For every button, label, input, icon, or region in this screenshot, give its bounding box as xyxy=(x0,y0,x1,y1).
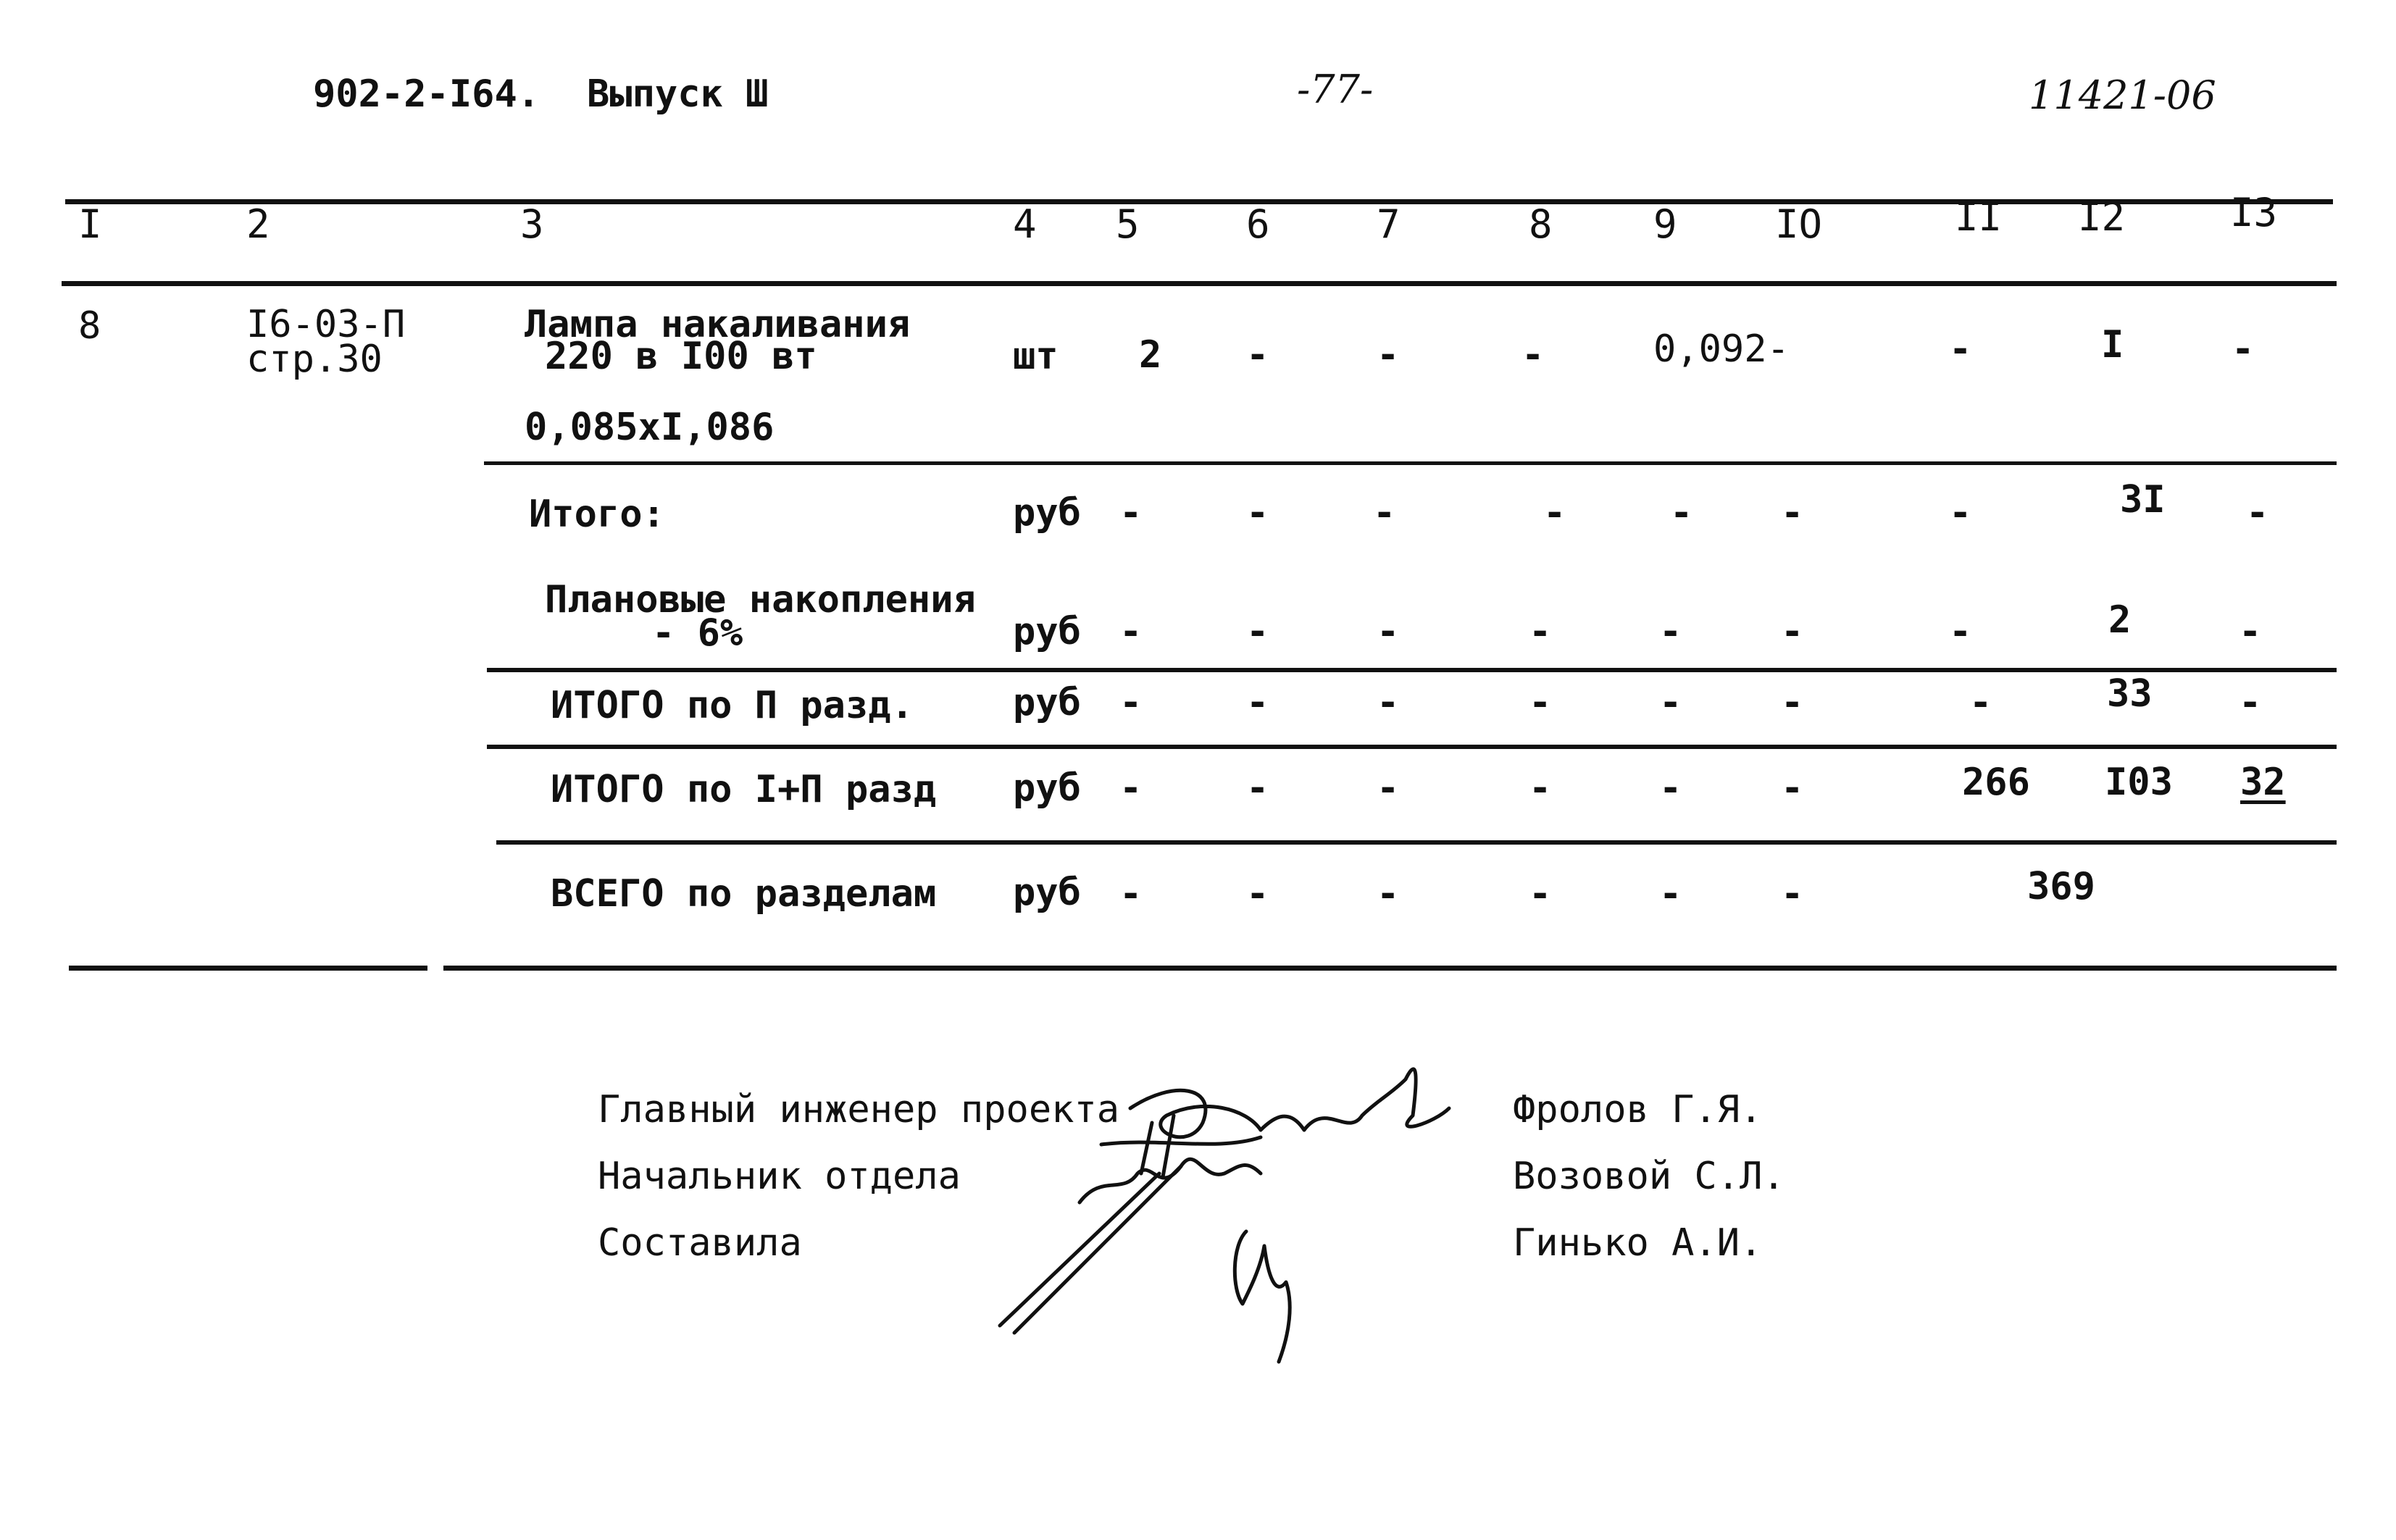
grand-total-col6: - xyxy=(1246,872,1269,916)
planned-accruals-label: Плановые накопления xyxy=(545,578,976,622)
issue-label: Выпуск Ш xyxy=(587,72,769,116)
department-head-role: Начальник отдела xyxy=(598,1155,961,1198)
section2-total-col11: - xyxy=(1969,681,1992,724)
subtotal-col8: - xyxy=(1543,491,1566,535)
sections12-total-col11: 266 xyxy=(1962,761,2030,804)
grand-total-col9: - xyxy=(1659,872,1682,916)
sheet-code: 11421-06 xyxy=(2029,72,2216,118)
subtotal-col11: - xyxy=(1949,491,1972,535)
section2-total-col6: - xyxy=(1246,681,1269,724)
column-number-6: 6 xyxy=(1246,201,1270,247)
subtotal-label: Итого: xyxy=(529,493,665,536)
item-name-line2: 220 в I00 вт xyxy=(545,335,817,378)
item-reference-line1: I6-03-П xyxy=(246,303,406,346)
column-number-5: 5 xyxy=(1116,201,1140,247)
signature-chief-engineer xyxy=(1130,1069,1449,1137)
planned-accruals-col9: - xyxy=(1659,610,1682,653)
planned-accruals-col12: 2 xyxy=(2108,598,2132,642)
column-number-4: 4 xyxy=(1013,201,1037,247)
sections12-total-col12: I03 xyxy=(2105,761,2173,804)
column-number-1: I xyxy=(78,201,102,247)
sections12-total-label: ИТОГО по I+П разд xyxy=(551,768,937,811)
page-number: -77- xyxy=(1297,67,1374,112)
chief-engineer-name: Фролов Г.Я. xyxy=(1513,1088,1763,1131)
department-head-name: Возовой С.Л. xyxy=(1513,1155,1785,1198)
item-col13: - xyxy=(2232,327,2255,371)
document-code: 902-2-I64. xyxy=(313,72,540,116)
grand-total-value: 369 xyxy=(2027,865,2095,908)
section2-total-col7: - xyxy=(1377,681,1400,724)
item-reference-line2: стр.30 xyxy=(246,338,383,381)
column-number-7: 7 xyxy=(1377,201,1401,247)
grand-total-label: ВСЕГО по разделам xyxy=(551,872,937,916)
item-unit: шт xyxy=(1013,335,1059,378)
sections12-total-col13: 32 xyxy=(2240,761,2286,804)
planned-accruals-col6: - xyxy=(1246,610,1269,653)
sections12-total-col8: - xyxy=(1529,766,1552,810)
grand-total-col10: - xyxy=(1781,872,1804,916)
column-number-13: I3 xyxy=(2230,190,2278,235)
item-col12: I xyxy=(2101,323,2124,367)
subtotal-unit: руб xyxy=(1013,491,1081,535)
planned-accruals-col7: - xyxy=(1377,610,1400,653)
grand-total-col8: - xyxy=(1529,872,1552,916)
column-number-3: 3 xyxy=(520,201,544,247)
compiler-role: Составила xyxy=(598,1221,802,1265)
planned-accruals-unit: руб xyxy=(1013,610,1081,653)
sections12-total-col5: - xyxy=(1119,766,1143,810)
item-col7: - xyxy=(1377,333,1400,377)
grand-total-unit: руб xyxy=(1013,871,1081,914)
item-formula: 0,085xI,086 xyxy=(525,406,775,449)
subtotal-col10: - xyxy=(1781,491,1804,535)
table-bottom-rule-right xyxy=(443,966,2337,971)
section2-total-col9: - xyxy=(1659,681,1682,724)
section2-total-col13: - xyxy=(2239,681,2262,724)
column-number-2: 2 xyxy=(246,201,270,247)
planned-accruals-percent: - 6% xyxy=(652,611,743,655)
section2-total-label: ИТОГО по П разд. xyxy=(551,684,914,727)
column-number-11: II xyxy=(1955,194,2003,240)
item-col11: - xyxy=(1949,327,1972,371)
section2-total-unit: руб xyxy=(1013,681,1081,724)
section2-total-col10: - xyxy=(1781,681,1804,724)
signature-department-head xyxy=(1080,1159,1261,1202)
item-bottom-rule xyxy=(484,461,2337,465)
item-col6: - xyxy=(1246,333,1269,377)
planned-accruals-col13: - xyxy=(2239,610,2262,653)
item-col5: 2 xyxy=(1139,333,1162,377)
item-col8: - xyxy=(1521,333,1545,377)
section2-total-col12: 33 xyxy=(2107,672,2153,716)
sections12-total-col7: - xyxy=(1377,766,1400,810)
subtotal-col9: - xyxy=(1670,491,1693,535)
column-number-9: 9 xyxy=(1653,201,1677,247)
item-col9: 0,092- xyxy=(1653,327,1790,371)
subtotal-col12: 3I xyxy=(2120,478,2166,522)
planned-accruals-col8: - xyxy=(1529,610,1552,653)
sections12-total-col10: - xyxy=(1781,766,1804,810)
section12-bottom-rule xyxy=(496,840,2337,845)
sections12-total-col6: - xyxy=(1246,766,1269,810)
column-number-12: I2 xyxy=(2078,194,2126,240)
column-number-8: 8 xyxy=(1529,201,1553,247)
item-name-line1: Лампа накаливания xyxy=(525,303,911,346)
sections12-total-col9: - xyxy=(1659,766,1682,810)
handwritten-signatures xyxy=(985,1029,1507,1391)
compiler-name: Гинько А.И. xyxy=(1513,1221,1763,1265)
accruals-bottom-rule xyxy=(487,668,2337,672)
column-number-10: IO xyxy=(1775,201,1823,247)
table-bottom-rule-left xyxy=(69,966,427,971)
subtotal-col5: - xyxy=(1119,491,1143,535)
planned-accruals-col5: - xyxy=(1119,610,1143,653)
subtotal-col6: - xyxy=(1246,491,1269,535)
subtotal-col13: - xyxy=(2246,491,2269,535)
section2-bottom-rule xyxy=(487,745,2337,749)
planned-accruals-col11: - xyxy=(1949,610,1972,653)
grand-total-col5: - xyxy=(1119,872,1143,916)
section2-total-col8: - xyxy=(1529,681,1552,724)
chief-engineer-role: Главный инженер проекта xyxy=(598,1088,1120,1131)
signature-compiler xyxy=(1235,1231,1290,1362)
section2-total-col5: - xyxy=(1119,681,1143,724)
item-number: 8 xyxy=(78,304,101,348)
planned-accruals-col10: - xyxy=(1781,610,1804,653)
header-bottom-rule xyxy=(62,281,2337,286)
sections12-total-unit: руб xyxy=(1013,766,1081,810)
subtotal-col7: - xyxy=(1373,491,1396,535)
grand-total-col7: - xyxy=(1377,872,1400,916)
